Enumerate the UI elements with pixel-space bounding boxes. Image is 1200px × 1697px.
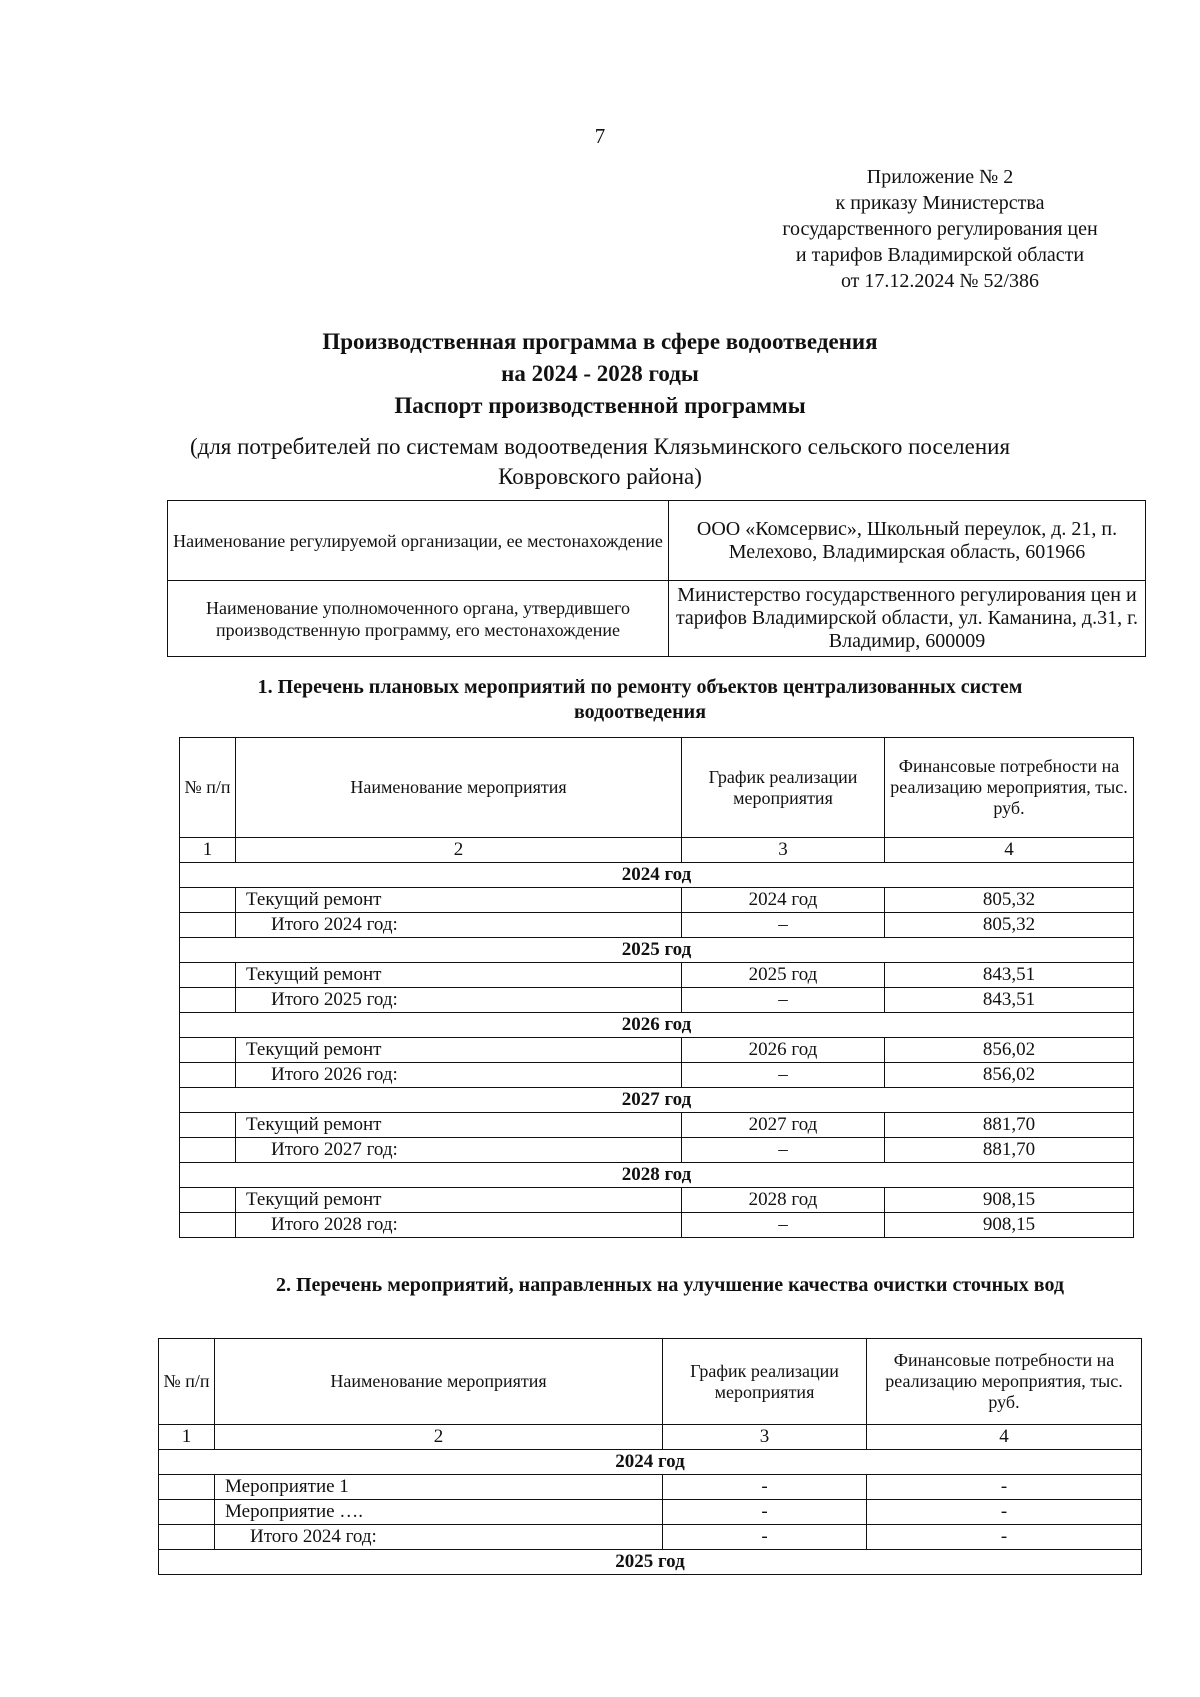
item-name: Мероприятие ….: [215, 1500, 663, 1525]
table-row: [159, 1500, 1142, 1525]
table-row: [180, 888, 1134, 913]
passport-row: [168, 501, 1146, 581]
column-number: 2: [215, 1425, 663, 1450]
item-amount: 881,70: [885, 1113, 1134, 1138]
header-number: № п/п: [159, 1339, 215, 1425]
year-row: [180, 1088, 1134, 1113]
table-row: [159, 1475, 1142, 1500]
header-financing: Финансовые потребности на реализацию мероприятия, тыс. руб.: [867, 1339, 1142, 1425]
item-amount: -: [867, 1475, 1142, 1500]
appendix-line: Приложение № 2: [866, 166, 1014, 188]
page-number: 7: [594, 124, 606, 148]
total-row: [180, 1063, 1134, 1088]
item-schedule: -: [663, 1500, 867, 1525]
item-amount: 843,51: [885, 963, 1134, 988]
total-amount: 881,70: [885, 1138, 1134, 1163]
column-number-row: [159, 1425, 1142, 1450]
item-name: Текущий ремонт: [236, 1188, 682, 1213]
header-name: Наименование мероприятия: [215, 1339, 663, 1425]
total-schedule: -: [663, 1525, 867, 1550]
header-name: Наименование мероприятия: [236, 738, 682, 838]
item-schedule: 2027 год: [682, 1113, 885, 1138]
total-label: Итого 2025 год:: [236, 988, 682, 1013]
total-schedule: –: [682, 1213, 885, 1238]
total-label: Итого 2024 год:: [236, 913, 682, 938]
appendix-line: государственного регулирования цен: [782, 218, 1098, 240]
table-header-row: [159, 1339, 1142, 1425]
item-schedule: 2028 год: [682, 1188, 885, 1213]
item-amount: 856,02: [885, 1038, 1134, 1063]
item-schedule: 2026 год: [682, 1038, 885, 1063]
column-number-row: [180, 838, 1134, 863]
total-row: [180, 988, 1134, 1013]
column-number: 1: [180, 838, 236, 863]
year-row: [180, 938, 1134, 963]
total-schedule: –: [682, 913, 885, 938]
year-row: [159, 1450, 1142, 1475]
year-label: 2025 год: [159, 1550, 1142, 1575]
item-amount: -: [867, 1500, 1142, 1525]
item-amount: 805,32: [885, 888, 1134, 913]
column-number: 1: [159, 1425, 215, 1450]
title-line-2: на 2024 - 2028 годы: [501, 361, 699, 386]
total-label: Итого 2028 год:: [236, 1213, 682, 1238]
table-row: [180, 1038, 1134, 1063]
item-name: Текущий ремонт: [236, 1038, 682, 1063]
total-amount: 856,02: [885, 1063, 1134, 1088]
year-row: [180, 1163, 1134, 1188]
total-amount: 805,32: [885, 913, 1134, 938]
passport-value: Министерство государственного регулирования цен и тарифов Владимирской области, ул. Каманина, д.31, г. Владимир, 600009: [669, 581, 1146, 657]
year-row: [180, 1013, 1134, 1038]
item-schedule: 2025 год: [682, 963, 885, 988]
table-row: [180, 1188, 1134, 1213]
title-line-1: Производственная программа в сфере водоотведения: [322, 329, 878, 354]
passport-table: [167, 500, 1146, 657]
total-amount: 908,15: [885, 1213, 1134, 1238]
total-label: Итого 2024 год:: [215, 1525, 663, 1550]
passport-row: [168, 581, 1146, 657]
title-line-3: Паспорт производственной программы: [394, 393, 806, 418]
header-schedule: График реализации мероприятия: [682, 738, 885, 838]
table-header-row: [180, 738, 1134, 838]
year-label: 2028 год: [180, 1163, 1134, 1188]
item-schedule: -: [663, 1475, 867, 1500]
item-schedule: 2024 год: [682, 888, 885, 913]
total-row: [180, 1138, 1134, 1163]
year-row: [159, 1550, 1142, 1575]
wastewater-quality-table: [158, 1338, 1142, 1575]
total-label: Итого 2027 год:: [236, 1138, 682, 1163]
item-amount: 908,15: [885, 1188, 1134, 1213]
year-label: 2024 год: [159, 1450, 1142, 1475]
section2-heading: 2. Перечень мероприятий, направленных на улучшение качества очистки сточных вод: [276, 1274, 1064, 1296]
column-number: 3: [682, 838, 885, 863]
document-subtitle: (для потребителей по системам водоотведения Клязьминского сельского поселения Ковровского района): [189, 434, 1011, 489]
column-number: 4: [885, 838, 1134, 863]
year-label: 2026 год: [180, 1013, 1134, 1038]
column-number: 3: [663, 1425, 867, 1450]
header-schedule: График реализации мероприятия: [663, 1339, 867, 1425]
column-number: 4: [867, 1425, 1142, 1450]
total-row: [159, 1525, 1142, 1550]
appendix-line: к приказу Министерства: [835, 192, 1045, 214]
item-name: Мероприятие 1: [215, 1475, 663, 1500]
total-schedule: –: [682, 988, 885, 1013]
total-schedule: –: [682, 1138, 885, 1163]
total-schedule: –: [682, 1063, 885, 1088]
document-title: [200, 326, 1000, 422]
table-row: [180, 1113, 1134, 1138]
item-name: Текущий ремонт: [236, 1113, 682, 1138]
total-label: Итого 2026 год:: [236, 1063, 682, 1088]
passport-label: Наименование регулируемой организации, ее местонахождение: [168, 501, 669, 581]
repair-plan-table: [179, 737, 1134, 1238]
appendix-block: [720, 164, 1160, 294]
total-row: [180, 913, 1134, 938]
section1-heading: 1. Перечень плановых мероприятий по ремонту объектов централизованных систем водоотведения: [257, 676, 1023, 723]
year-label: 2025 год: [180, 938, 1134, 963]
total-row: [180, 1213, 1134, 1238]
passport-label: Наименование уполномоченного органа, утвердившего производственную программу, его местонахождение: [168, 581, 669, 657]
table-row: [180, 963, 1134, 988]
header-financing: Финансовые потребности на реализацию мероприятия, тыс. руб.: [885, 738, 1134, 838]
appendix-line: от 17.12.2024 № 52/386: [840, 270, 1040, 292]
passport-value: ООО «Комсервис», Школьный переулок, д. 21, п. Мелехово, Владимирская область, 601966: [669, 501, 1146, 581]
header-number: № п/п: [180, 738, 236, 838]
total-amount: 843,51: [885, 988, 1134, 1013]
total-amount: -: [867, 1525, 1142, 1550]
year-row: [180, 863, 1134, 888]
item-name: Текущий ремонт: [236, 963, 682, 988]
appendix-line: и тарифов Владимирской области: [795, 244, 1085, 266]
year-label: 2024 год: [180, 863, 1134, 888]
column-number: 2: [236, 838, 682, 863]
year-label: 2027 год: [180, 1088, 1134, 1113]
item-name: Текущий ремонт: [236, 888, 682, 913]
